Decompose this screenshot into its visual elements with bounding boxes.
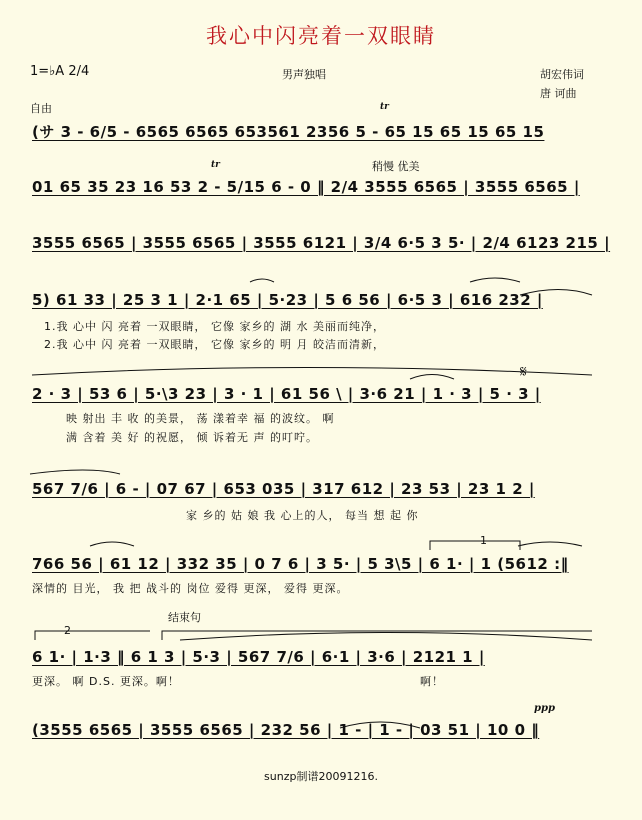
slur-mark — [90, 542, 134, 546]
footer-credit: sunzp制谱20091216. — [264, 770, 378, 783]
tempo-free: 自由 — [30, 102, 52, 115]
slur-mark — [410, 375, 454, 380]
slur-mark — [340, 722, 420, 728]
lyric-line: 满 含着 美 好 的祝愿， 倾 诉着无 声 的叮咛。 — [66, 431, 318, 444]
music-line: 567 7/6 | 6 - | 07 67 | 653 035 | 317 612 | 23 53 | 23 1 2 | — [32, 480, 535, 498]
lyric-line: 家 乡的 姑 娘 我 心上的人， 每当 想 起 你 — [186, 509, 419, 522]
music-line: (サ 3 - 6/5 - 6565 6565 653561 2356 5 - 65 15 65 15 65 15 — [32, 123, 545, 141]
slur-mark — [518, 542, 582, 546]
lyric-line: 深情的 目光， 我 把 战斗的 岗位 爱得 更深， 爱得 更深。 — [32, 582, 349, 595]
slur-mark — [32, 368, 592, 376]
volta-bracket — [35, 631, 150, 640]
music-line: 2 · 3 | 53 6 | 5·\3 23 | 3 · 1 | 61 56 \ | 3·6 21 | 1 · 3 | 5 · 3 | — [32, 385, 541, 403]
segno-sign: 𝄋 — [520, 362, 527, 381]
slur-mark — [520, 290, 592, 296]
lyric-line: 1.我 心中 闪 亮着 一双眼睛， 它像 家乡的 湖 水 美丽而纯净， — [44, 320, 385, 333]
song-title: 我心中闪亮着一双眼睛 — [206, 24, 436, 48]
slur-mark — [180, 633, 592, 641]
music-line: 6 1· | 1·3 ‖ 6 1 3 | 5·3 | 567 7/6 | 6·1 | 3·6 | 2121 1 | — [32, 648, 485, 666]
music-line: 3555 6565 | 3555 6565 | 3555 6121 | 3/4 6·5 3 5· | 2/4 6123 215 | — [32, 234, 611, 252]
ending-label: 结束句 — [168, 611, 201, 624]
lyric-line: 啊！ — [420, 675, 444, 688]
trill-mark: tr — [211, 160, 220, 170]
tempo-change: 稍慢 优美 — [372, 160, 420, 173]
volta-number: 2 — [64, 624, 71, 637]
composer-credit: 唐 诃曲 — [540, 87, 577, 100]
lyricist-credit: 胡宏伟词 — [540, 68, 584, 81]
trill-mark: tr — [380, 102, 389, 112]
slur-mark — [470, 278, 520, 282]
key-signature: 1=♭A 2/4 — [30, 64, 90, 79]
music-line: 01 65 35 23 16 53 2 - 5/15 6 - 0 ‖ 2/4 3555 6565 | 3555 6565 | — [32, 178, 580, 196]
volta-number: 1 — [480, 534, 487, 547]
lyric-line: 2.我 心中 闪 亮着 一双眼睛， 它像 家乡的 明 月 皎洁而清新， — [44, 338, 385, 351]
lyric-line: 更深。 啊 D.S. 更深。啊！ — [32, 675, 180, 688]
lyric-line: 映 射出 丰 收 的美景， 荡 漾着幸 福 的波纹。 啊 — [66, 412, 335, 425]
music-line: 766 56 | 61 12 | 332 35 | 0 7 6 | 3 5· | 5 3\5 | 6 1· | 1 (5612 :‖ — [32, 555, 569, 573]
slur-mark — [250, 279, 274, 282]
dynamic-mark: ppp — [534, 703, 555, 714]
performance-type: 男声独唱 — [282, 68, 326, 81]
slur-mark — [30, 470, 120, 474]
volta-bracket — [430, 541, 520, 550]
music-line: 5) 61 33 | 25 3 1 | 2·1 65 | 5·23 | 5 6 56 | 6·5 3 | 616 232 | — [32, 291, 543, 309]
music-line: (3555 6565 | 3555 6565 | 232 56 | 1 - | 1 - | 03 51 | 10 0 ‖ — [32, 721, 540, 739]
